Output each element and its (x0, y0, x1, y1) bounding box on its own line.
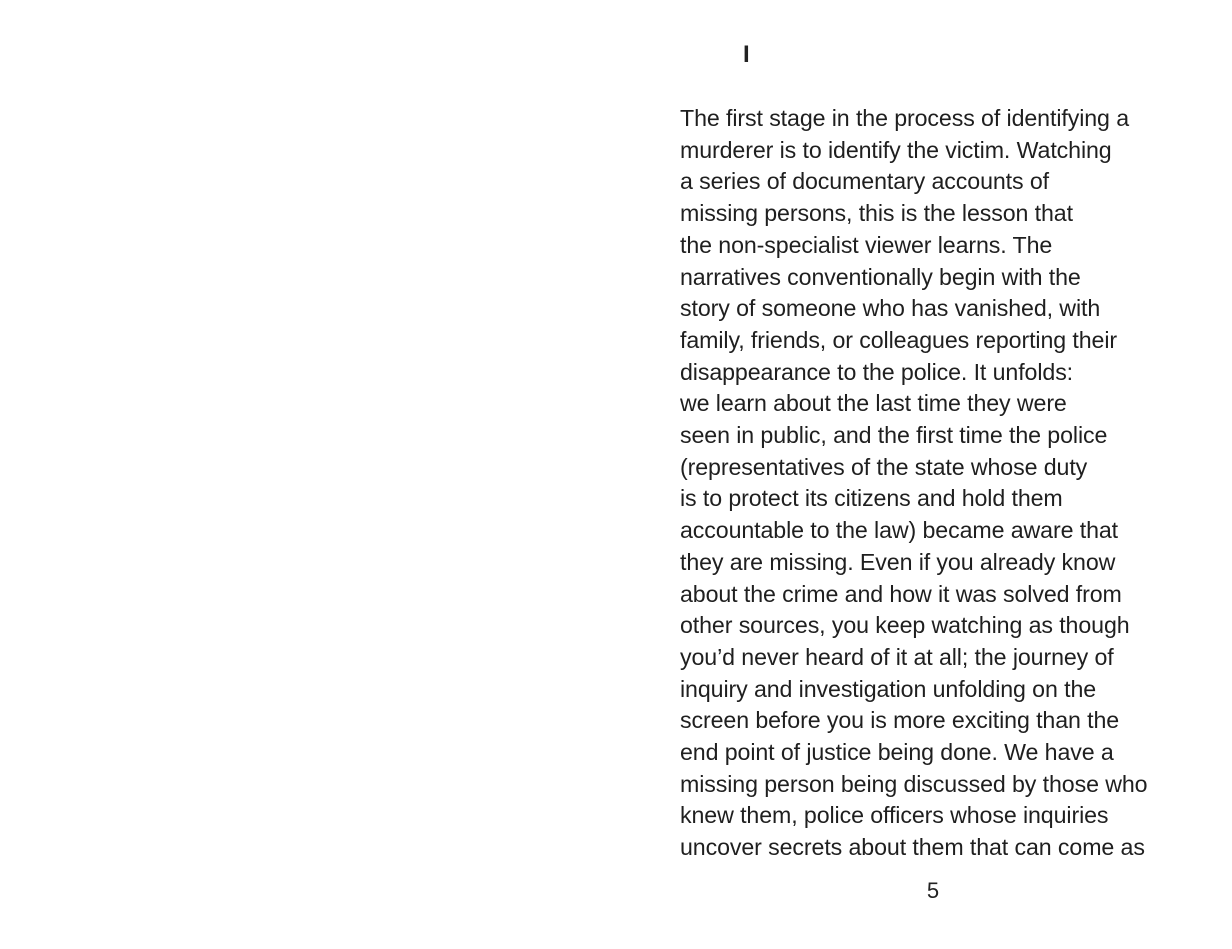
text-line: screen before you is more exciting than the (680, 707, 1120, 734)
text-line: a series of documentary accounts of (680, 168, 1049, 195)
text-line: The first stage in the process of identifying a (680, 105, 1129, 131)
text-line: narratives conventionally begin with the (680, 263, 1081, 290)
page-number: 5 (926, 878, 940, 903)
text-line: (representatives of the state whose duty (680, 453, 1088, 480)
text-line: story of someone who has vanished, with (680, 295, 1101, 322)
text-line: about the crime and how it was solved from (680, 580, 1122, 607)
text-line: missing persons, this is the lesson that (680, 200, 1073, 227)
text-line: inquiry and investigation unfolding on the (680, 675, 1097, 702)
text-line: is to protect its citizens and hold them (680, 485, 1063, 512)
text-line: disappearance to the police. It unfolds: (680, 358, 1074, 385)
text-line: other sources, you keep watching as though (680, 612, 1130, 639)
text-line: family, friends, or colleagues reporting their (680, 326, 1118, 353)
right-page (616, 0, 1232, 949)
text-line: you’d never heard of it at all; the journey of (680, 643, 1114, 670)
body-paragraph (680, 103, 1225, 864)
text-line: they are missing. Even if you already know (680, 548, 1116, 575)
text-line: we learn about the last time they were (680, 390, 1067, 417)
chapter-number: I (743, 41, 750, 68)
text-line: accountable to the law) became aware that (680, 517, 1119, 544)
text-line: murderer is to identify the victim. Watching (680, 136, 1112, 163)
text-line: knew them, police officers whose inquiries (680, 802, 1109, 829)
text-line: the non-specialist viewer learns. The (680, 231, 1053, 258)
text-line: missing person being discussed by those who (680, 770, 1148, 797)
text-line: seen in public, and the first time the police (680, 422, 1108, 449)
text-line: uncover secrets about them that can come as (680, 834, 1145, 861)
text-line: end point of justice being done. We have a (680, 739, 1114, 766)
